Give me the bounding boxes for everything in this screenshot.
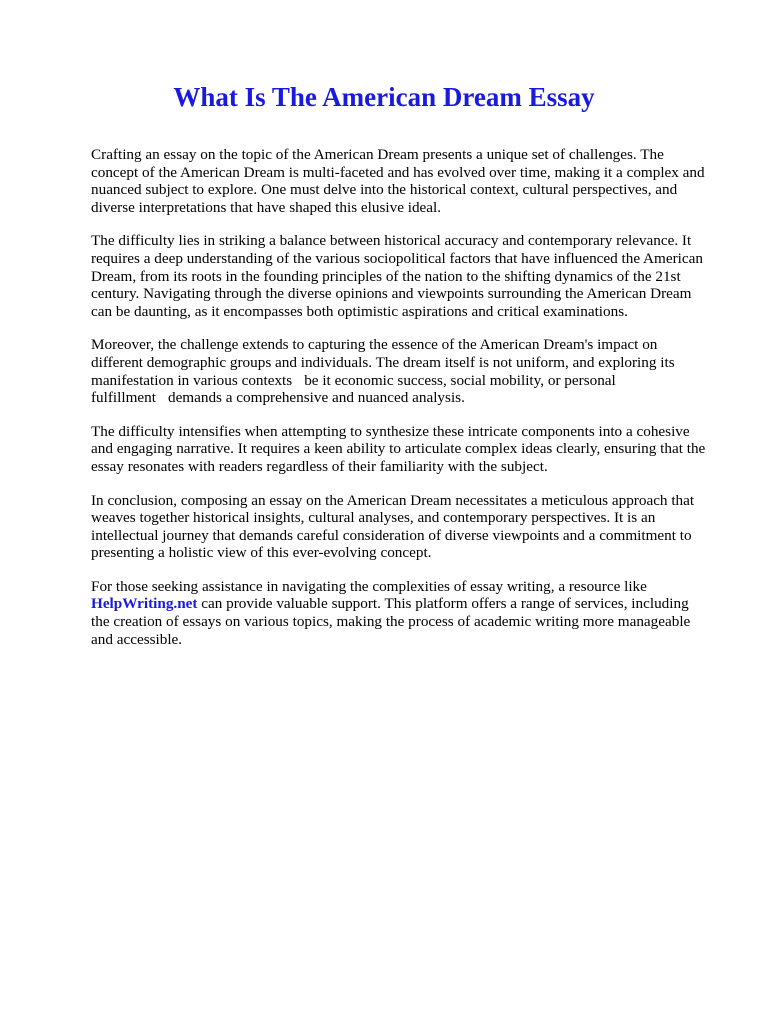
paragraph-line: Moreover, the challenge extends to capturing the essence of the American Dream's impact on bbox=[91, 336, 658, 354]
paragraph-line: the creation of essays on various topics, making the process of academic writing more manageable bbox=[91, 613, 691, 631]
document-title: What Is The American Dream Essay bbox=[173, 82, 595, 112]
paragraph-line bbox=[91, 372, 723, 390]
paragraph-5 bbox=[91, 492, 723, 562]
paragraph-line: and accessible. bbox=[91, 630, 183, 648]
paragraph-6 bbox=[91, 578, 723, 648]
line-segment: demands a comprehensive and nuanced analysis. bbox=[167, 389, 465, 407]
paragraph-line bbox=[91, 595, 723, 613]
line-segment: manifestation in various contexts bbox=[91, 371, 293, 389]
paragraph-line: nuanced subject to explore. One must delve into the historical context, cultural perspectives, and bbox=[91, 181, 678, 199]
paragraph-line: The difficulty intensifies when attempting to synthesize these intricate components into a cohesive bbox=[91, 422, 690, 440]
paragraph-line: Dream, from its roots in the founding principles of the nation to the shifting dynamics of the 21st bbox=[91, 267, 681, 285]
paragraph-line: can be daunting, as it encompasses both optimistic aspirations and critical examinations. bbox=[91, 302, 628, 320]
paragraph-line: weaves together historical insights, cultural analyses, and contemporary perspectives. It is an bbox=[91, 509, 656, 527]
line-segment: can provide valuable support. This platform offers a range of services, including bbox=[197, 595, 689, 613]
paragraph-3 bbox=[91, 336, 723, 406]
paragraph-line: presenting a holistic view of this ever-evolving concept. bbox=[91, 544, 432, 562]
paragraph-line: diverse interpretations that have shaped this elusive ideal. bbox=[91, 198, 442, 216]
paragraph-line: essay resonates with readers regardless of their familiarity with the subject. bbox=[91, 457, 548, 475]
line-segment: be it economic success, social mobility, or personal bbox=[304, 371, 616, 389]
document-body bbox=[91, 146, 723, 664]
paragraph-line bbox=[91, 389, 723, 407]
paragraph-line: For those seeking assistance in navigating the complexities of essay writing, a resource like bbox=[91, 577, 647, 595]
paragraph-4 bbox=[91, 423, 723, 476]
paragraph-2 bbox=[91, 232, 723, 320]
paragraph-line: and engaging narrative. It requires a keen ability to articulate complex ideas clearly, ensuring that the bbox=[91, 440, 706, 458]
paragraph-line: different demographic groups and individuals. The dream itself is not uniform, and exploring its bbox=[91, 353, 675, 371]
paragraph-line: intellectual journey that demands careful consideration of diverse viewpoints and a commitment to bbox=[91, 526, 692, 544]
paragraph-line: century. Navigating through the diverse opinions and viewpoints surrounding the American Dream bbox=[91, 285, 692, 303]
paragraph-line: requires a deep understanding of the various sociopolitical factors that have influenced the American bbox=[91, 249, 703, 267]
paragraph-1 bbox=[91, 146, 723, 216]
paragraph-line: In conclusion, composing an essay on the American Dream necessitates a meticulous approach that bbox=[91, 491, 695, 509]
paragraph-line: concept of the American Dream is multi-faceted and has evolved over time, making it a complex and bbox=[91, 163, 705, 181]
paragraph-line: Crafting an essay on the topic of the American Dream presents a unique set of challenges. The bbox=[91, 146, 664, 163]
paragraph-line: The difficulty lies in striking a balance between historical accuracy and contemporary relevance. It bbox=[91, 232, 692, 250]
line-segment: fulfillment bbox=[91, 389, 156, 407]
helpwriting-link[interactable]: HelpWriting.net bbox=[91, 595, 198, 613]
